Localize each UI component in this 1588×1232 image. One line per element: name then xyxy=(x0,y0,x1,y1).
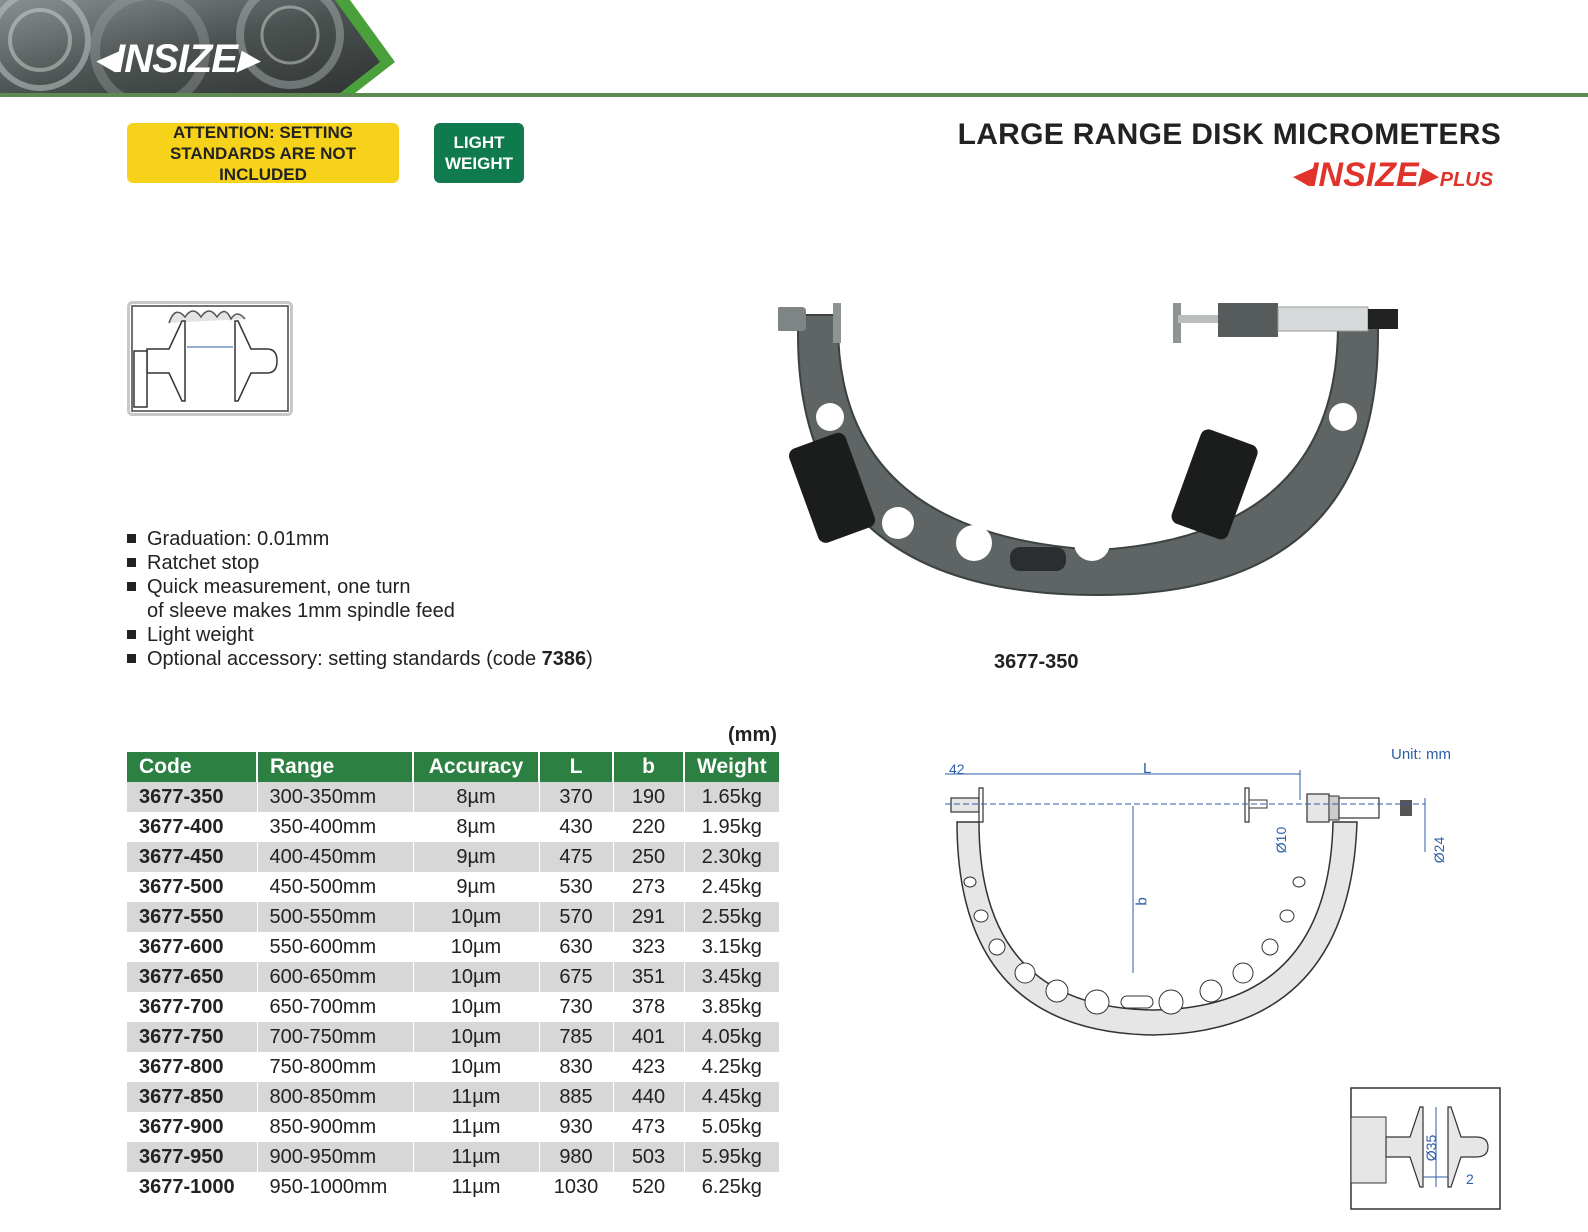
feature-item-continuation xyxy=(127,599,593,623)
cell-code: 3677-700 xyxy=(127,992,257,1022)
cell-weight: 3.45kg xyxy=(684,962,780,992)
cell-code: 3677-450 xyxy=(127,842,257,872)
cell-l: 530 xyxy=(539,872,613,902)
attention-line-1: ATTENTION: SETTING xyxy=(172,122,354,142)
dim-label-d10: Ø10 xyxy=(1273,826,1290,854)
product-photo xyxy=(778,295,1428,605)
light-line-1: LIGHT xyxy=(453,133,505,152)
cell-weight: 5.95kg xyxy=(684,1142,780,1172)
feature-item xyxy=(127,551,593,575)
cell-b: 401 xyxy=(613,1022,684,1052)
dimension-diagram xyxy=(945,760,1470,1050)
cell-range: 650-700mm xyxy=(257,992,413,1022)
cell-range: 400-450mm xyxy=(257,842,413,872)
cell-accuracy: 10µm xyxy=(413,1052,539,1082)
cell-weight: 3.15kg xyxy=(684,932,780,962)
cell-b: 250 xyxy=(613,842,684,872)
feature-text: Optional accessory: setting standards (code xyxy=(147,648,542,670)
cell-code: 3677-350 xyxy=(127,782,257,812)
cell-b: 423 xyxy=(613,1052,684,1082)
attention-badge xyxy=(127,123,399,183)
cell-weight: 6.25kg xyxy=(684,1172,780,1202)
plus-logo-arrow-left-icon: ◂ xyxy=(1292,156,1310,194)
cell-accuracy: 11µm xyxy=(413,1112,539,1142)
cell-code: 3677-550 xyxy=(127,902,257,932)
cell-b: 520 xyxy=(613,1172,684,1202)
cell-b: 291 xyxy=(613,902,684,932)
cell-l: 475 xyxy=(539,842,613,872)
table-unit: (mm) xyxy=(728,724,777,746)
logo-arrow-right-icon: ▸ xyxy=(236,37,257,81)
feature-text: Ratchet stop xyxy=(147,552,260,574)
table-row xyxy=(127,782,780,812)
cell-b: 323 xyxy=(613,932,684,962)
cell-b: 351 xyxy=(613,962,684,992)
cell-l: 570 xyxy=(539,902,613,932)
table-row xyxy=(127,962,780,992)
cell-weight: 2.55kg xyxy=(684,902,780,932)
cell-l: 430 xyxy=(539,812,613,842)
feature-text: ) xyxy=(586,648,593,670)
cell-b: 473 xyxy=(613,1112,684,1142)
cell-accuracy: 11µm xyxy=(413,1082,539,1112)
feature-text: Quick measurement, one turn xyxy=(147,576,411,598)
cell-l: 370 xyxy=(539,782,613,812)
cell-weight: 3.85kg xyxy=(684,992,780,1022)
cell-weight: 1.65kg xyxy=(684,782,780,812)
cell-accuracy: 10µm xyxy=(413,902,539,932)
feature-text: Light weight xyxy=(147,624,254,646)
attention-line-2: STANDARDS ARE NOT INCLUDED xyxy=(169,143,357,184)
cell-l: 730 xyxy=(539,992,613,1022)
table-row xyxy=(127,842,780,872)
cell-code: 3677-650 xyxy=(127,962,257,992)
table-row xyxy=(127,1112,780,1142)
cell-l: 830 xyxy=(539,1052,613,1082)
header-col-weight: Weight xyxy=(684,752,780,782)
cell-weight: 4.05kg xyxy=(684,1022,780,1052)
cell-range: 850-900mm xyxy=(257,1112,413,1142)
cell-accuracy: 10µm xyxy=(413,1022,539,1052)
cell-code: 3677-600 xyxy=(127,932,257,962)
cell-b: 503 xyxy=(613,1142,684,1172)
table-row xyxy=(127,1052,780,1082)
accessory-code: 7386 xyxy=(541,648,587,670)
cell-accuracy: 11µm xyxy=(413,1142,539,1172)
cell-accuracy: 10µm xyxy=(413,962,539,992)
insize-logo: ◂INSIZE▸ xyxy=(95,37,257,81)
plus-text: PLUS xyxy=(1439,169,1494,191)
cell-range: 800-850mm xyxy=(257,1082,413,1112)
cell-range: 600-650mm xyxy=(257,962,413,992)
table-row xyxy=(127,1022,780,1052)
cell-weight: 1.95kg xyxy=(684,812,780,842)
feature-item xyxy=(127,527,593,551)
disk-anvil-icon xyxy=(127,301,293,416)
cell-l: 630 xyxy=(539,932,613,962)
dim-label-2: 2 xyxy=(1466,1171,1474,1187)
header-col-l: L xyxy=(539,752,613,782)
cell-accuracy: 11µm xyxy=(413,1172,539,1202)
table-row xyxy=(127,1082,780,1112)
cell-code: 3677-950 xyxy=(127,1142,257,1172)
cell-accuracy: 10µm xyxy=(413,932,539,962)
header-col-range: Range xyxy=(257,752,413,782)
table-row xyxy=(127,872,780,902)
cell-weight: 4.45kg xyxy=(684,1082,780,1112)
header-col-b: b xyxy=(613,752,684,782)
logo-arrow-left-icon: ◂ xyxy=(95,37,115,81)
cell-range: 950-1000mm xyxy=(257,1172,413,1202)
header-col-code: Code xyxy=(127,752,257,782)
cell-accuracy: 8µm xyxy=(413,812,539,842)
dim-label-d35: Ø35 xyxy=(1423,1134,1440,1162)
table-row xyxy=(127,932,780,962)
cell-b: 273 xyxy=(613,872,684,902)
light-line-2: WEIGHT xyxy=(445,154,513,173)
cell-weight: 2.45kg xyxy=(684,872,780,902)
cell-range: 700-750mm xyxy=(257,1022,413,1052)
cell-range: 450-500mm xyxy=(257,872,413,902)
cell-range: 550-600mm xyxy=(257,932,413,962)
table-header-row xyxy=(127,752,780,782)
cell-l: 885 xyxy=(539,1082,613,1112)
cell-range: 750-800mm xyxy=(257,1052,413,1082)
dim-label-42: 42 xyxy=(949,761,965,777)
feature-text: of sleeve makes 1mm spindle feed xyxy=(147,600,455,622)
table-row xyxy=(127,812,780,842)
feature-list xyxy=(127,527,593,671)
cell-accuracy: 9µm xyxy=(413,872,539,902)
table-row xyxy=(127,1142,780,1172)
dim-label-b: b xyxy=(1133,897,1151,906)
table-row xyxy=(127,992,780,1022)
cell-range: 500-550mm xyxy=(257,902,413,932)
cell-code: 3677-850 xyxy=(127,1082,257,1112)
cell-b: 440 xyxy=(613,1082,684,1112)
photo-caption: 3677-350 xyxy=(994,651,1079,673)
cell-code: 3677-900 xyxy=(127,1112,257,1142)
cell-l: 675 xyxy=(539,962,613,992)
cell-l: 785 xyxy=(539,1022,613,1052)
cell-b: 190 xyxy=(613,782,684,812)
dim-label-L: L xyxy=(1143,760,1152,777)
cell-accuracy: 9µm xyxy=(413,842,539,872)
cell-code: 3677-500 xyxy=(127,872,257,902)
cell-weight: 2.30kg xyxy=(684,842,780,872)
light-weight-badge xyxy=(434,123,524,183)
cell-range: 900-950mm xyxy=(257,1142,413,1172)
dim-label-d24: Ø24 xyxy=(1431,836,1448,864)
cell-l: 980 xyxy=(539,1142,613,1172)
cell-weight: 5.05kg xyxy=(684,1112,780,1142)
cell-accuracy: 10µm xyxy=(413,992,539,1022)
page-title: LARGE RANGE DISK MICROMETERS xyxy=(957,118,1501,151)
feature-item xyxy=(127,623,593,647)
header-col-accuracy: Accuracy xyxy=(413,752,539,782)
cell-accuracy: 8µm xyxy=(413,782,539,812)
feature-text: Graduation: 0.01mm xyxy=(147,528,330,550)
feature-item xyxy=(127,575,593,599)
cell-code: 3677-400 xyxy=(127,812,257,842)
cell-b: 378 xyxy=(613,992,684,1022)
cell-b: 220 xyxy=(613,812,684,842)
cell-l: 1030 xyxy=(539,1172,613,1202)
header-rule xyxy=(0,93,1588,97)
cell-code: 3677-1000 xyxy=(127,1172,257,1202)
cell-code: 3677-750 xyxy=(127,1022,257,1052)
cell-weight: 4.25kg xyxy=(684,1052,780,1082)
cell-l: 930 xyxy=(539,1112,613,1142)
insize-plus-logo: ◂INSIZE▸ PLUS xyxy=(1292,156,1494,194)
table-row xyxy=(127,902,780,932)
cell-range: 350-400mm xyxy=(257,812,413,842)
spec-table xyxy=(127,752,781,1202)
cell-range: 300-350mm xyxy=(257,782,413,812)
diagram-unit-label: Unit: mm xyxy=(1391,746,1451,763)
feature-item xyxy=(127,647,593,671)
table-row xyxy=(127,1172,780,1202)
plus-logo-arrow-right-icon: ▸ xyxy=(1418,156,1436,194)
cell-code: 3677-800 xyxy=(127,1052,257,1082)
table-body xyxy=(127,782,780,1202)
